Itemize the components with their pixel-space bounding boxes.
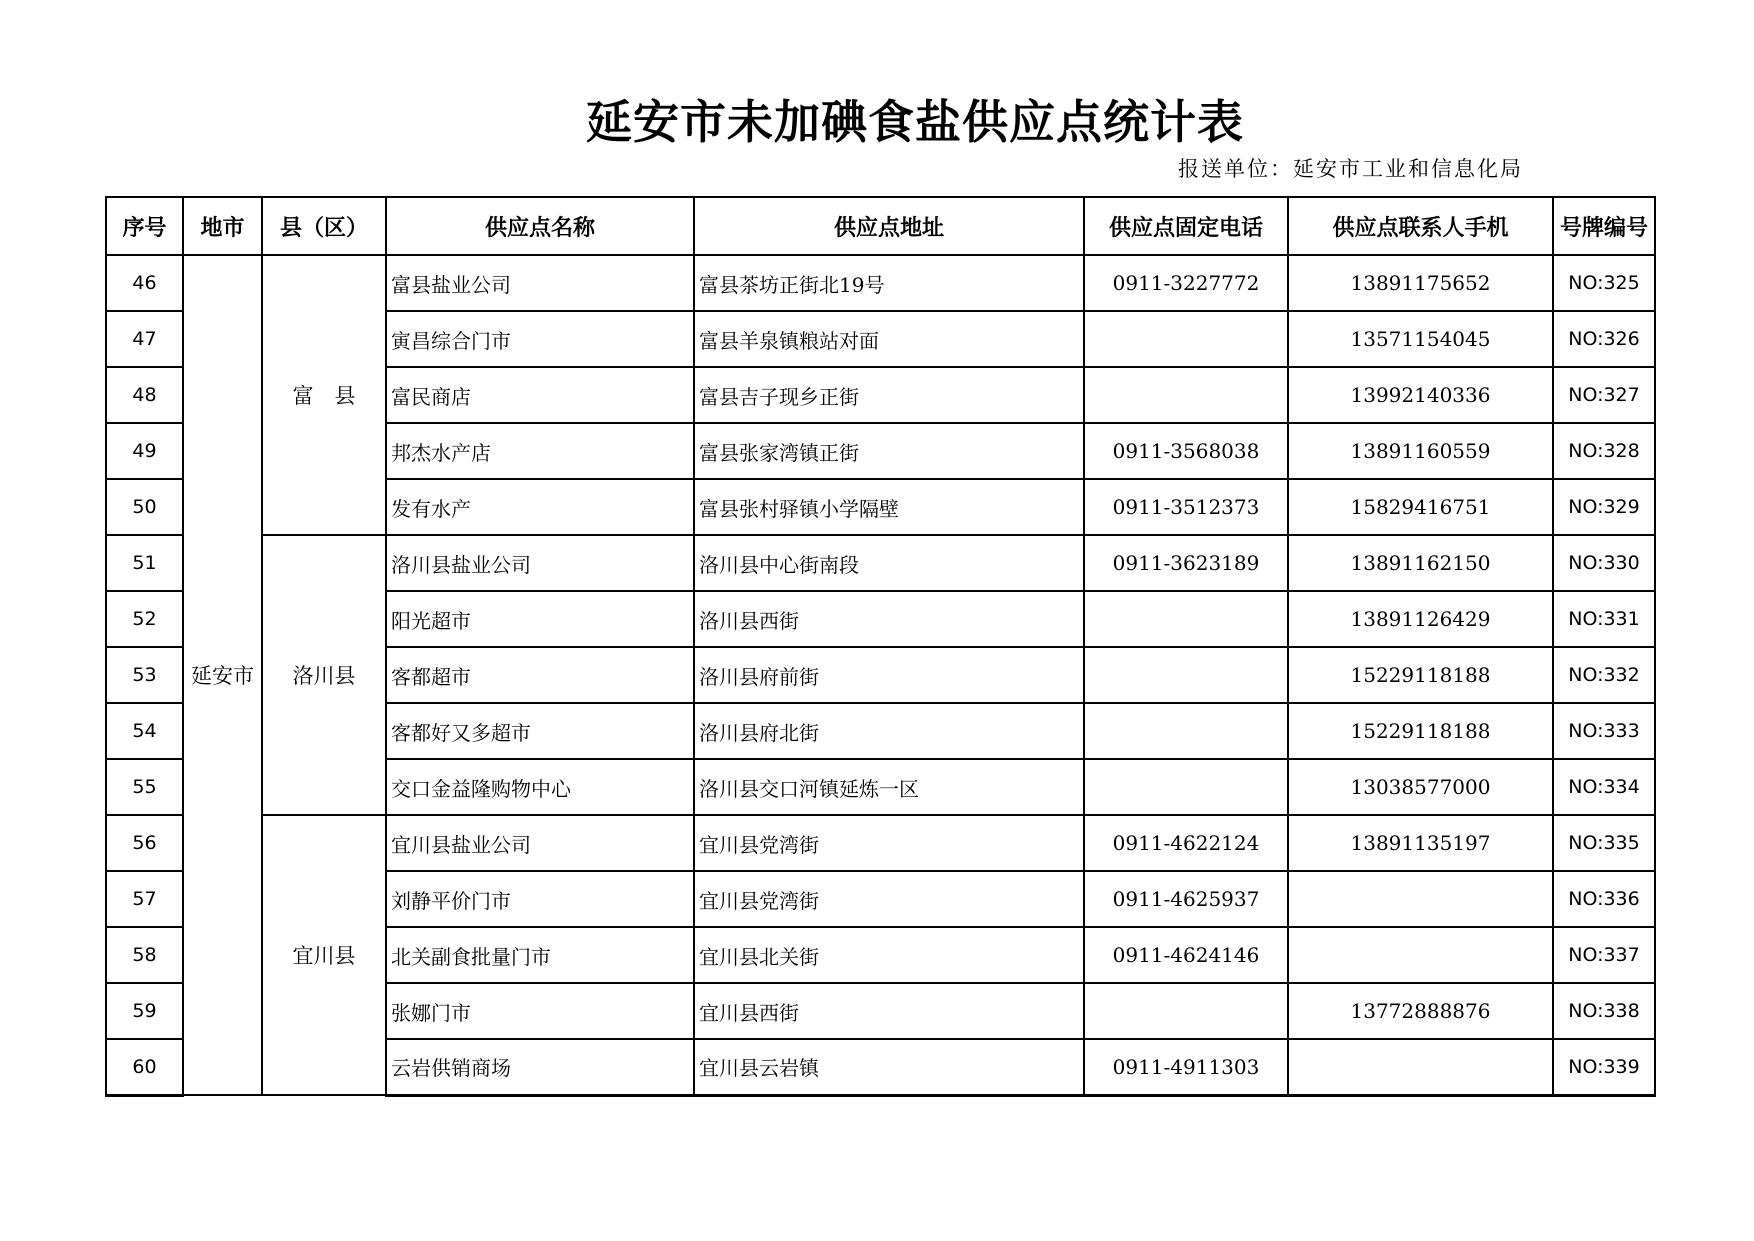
row-address: 宜川县党湾街 <box>694 815 1084 871</box>
row-phone: 0911-3568038 <box>1084 423 1288 479</box>
supply-point-table <box>105 196 1656 1097</box>
row-mobile: 13038577000 <box>1288 759 1553 815</box>
row-address: 洛川县府北街 <box>694 703 1084 759</box>
row-plate: NO:337 <box>1553 927 1655 983</box>
row-mobile: 13571154045 <box>1288 311 1553 367</box>
row-plate: NO:335 <box>1553 815 1655 871</box>
header-address: 供应点地址 <box>694 197 1084 255</box>
row-name: 富民商店 <box>386 367 694 423</box>
row-plate: NO:331 <box>1553 591 1655 647</box>
row-mobile: 15829416751 <box>1288 479 1553 535</box>
row-seq: 54 <box>106 703 183 759</box>
row-name: 客都好又多超市 <box>386 703 694 759</box>
row-name: 刘静平价门市 <box>386 871 694 927</box>
row-name: 客都超市 <box>386 647 694 703</box>
row-address: 洛川县府前街 <box>694 647 1084 703</box>
table-row <box>106 815 1655 871</box>
row-mobile <box>1288 1039 1553 1095</box>
row-plate: NO:333 <box>1553 703 1655 759</box>
row-phone: 0911-4625937 <box>1084 871 1288 927</box>
row-seq: 47 <box>106 311 183 367</box>
row-plate: NO:334 <box>1553 759 1655 815</box>
header-plate: 号牌编号 <box>1553 197 1655 255</box>
row-mobile: 13891162150 <box>1288 535 1553 591</box>
city-cell: 延安市 <box>183 255 262 1095</box>
row-seq: 53 <box>106 647 183 703</box>
row-seq: 48 <box>106 367 183 423</box>
row-seq: 51 <box>106 535 183 591</box>
county-cell: 富 县 <box>262 255 386 535</box>
row-plate: NO:325 <box>1553 255 1655 311</box>
header-seq: 序号 <box>106 197 183 255</box>
row-plate: NO:328 <box>1553 423 1655 479</box>
reporting-unit: 报送单位：延安市工业和信息化局 <box>1178 157 1523 181</box>
row-mobile: 13891126429 <box>1288 591 1553 647</box>
row-mobile: 13891135197 <box>1288 815 1553 871</box>
row-address: 洛川县中心街南段 <box>694 535 1084 591</box>
row-name: 北关副食批量门市 <box>386 927 694 983</box>
row-address: 富县张村驿镇小学隔壁 <box>694 479 1084 535</box>
row-phone <box>1084 591 1288 647</box>
row-seq: 50 <box>106 479 183 535</box>
row-plate: NO:339 <box>1553 1039 1655 1095</box>
row-name: 富县盐业公司 <box>386 255 694 311</box>
row-address: 洛川县西街 <box>694 591 1084 647</box>
row-phone: 0911-4622124 <box>1084 815 1288 871</box>
row-address: 宜川县西街 <box>694 983 1084 1039</box>
row-phone: 0911-3512373 <box>1084 479 1288 535</box>
row-address: 洛川县交口河镇延炼一区 <box>694 759 1084 815</box>
row-seq: 55 <box>106 759 183 815</box>
header-city: 地市 <box>183 197 262 255</box>
row-name: 宜川县盐业公司 <box>386 815 694 871</box>
row-name: 云岩供销商场 <box>386 1039 694 1095</box>
header-county: 县（区） <box>262 197 386 255</box>
row-seq: 57 <box>106 871 183 927</box>
header-phone: 供应点固定电话 <box>1084 197 1288 255</box>
row-seq: 49 <box>106 423 183 479</box>
header-mobile: 供应点联系人手机 <box>1288 197 1553 255</box>
row-phone: 0911-4624146 <box>1084 927 1288 983</box>
county-cell: 宜川县 <box>262 815 386 1095</box>
row-phone <box>1084 367 1288 423</box>
row-mobile <box>1288 927 1553 983</box>
row-seq: 59 <box>106 983 183 1039</box>
table-row <box>106 255 1655 311</box>
row-phone <box>1084 647 1288 703</box>
row-mobile: 13992140336 <box>1288 367 1553 423</box>
row-phone: 0911-4911303 <box>1084 1039 1288 1095</box>
row-name: 洛川县盐业公司 <box>386 535 694 591</box>
row-phone <box>1084 311 1288 367</box>
row-name: 邦杰水产店 <box>386 423 694 479</box>
table-header-row <box>106 197 1655 255</box>
row-mobile: 13772888876 <box>1288 983 1553 1039</box>
row-mobile: 15229118188 <box>1288 703 1553 759</box>
row-mobile: 15229118188 <box>1288 647 1553 703</box>
row-plate: NO:326 <box>1553 311 1655 367</box>
row-address: 宜川县党湾街 <box>694 871 1084 927</box>
row-address: 宜川县云岩镇 <box>694 1039 1084 1095</box>
county-cell: 洛川县 <box>262 535 386 815</box>
row-address: 宜川县北关街 <box>694 927 1084 983</box>
header-name: 供应点名称 <box>386 197 694 255</box>
row-plate: NO:336 <box>1553 871 1655 927</box>
row-seq: 46 <box>106 255 183 311</box>
row-plate: NO:338 <box>1553 983 1655 1039</box>
row-name: 发有水产 <box>386 479 694 535</box>
row-seq: 58 <box>106 927 183 983</box>
page-title: 延安市未加碘食盐供应点统计表 <box>586 95 1244 149</box>
row-mobile: 13891160559 <box>1288 423 1553 479</box>
row-plate: NO:327 <box>1553 367 1655 423</box>
row-seq: 56 <box>106 815 183 871</box>
row-name: 张娜门市 <box>386 983 694 1039</box>
row-phone: 0911-3623189 <box>1084 535 1288 591</box>
row-phone <box>1084 703 1288 759</box>
row-name: 寅昌综合门市 <box>386 311 694 367</box>
row-mobile: 13891175652 <box>1288 255 1553 311</box>
row-address: 富县茶坊正街北19号 <box>694 255 1084 311</box>
row-phone: 0911-3227772 <box>1084 255 1288 311</box>
row-address: 富县羊泉镇粮站对面 <box>694 311 1084 367</box>
row-phone <box>1084 759 1288 815</box>
row-seq: 52 <box>106 591 183 647</box>
table-row <box>106 535 1655 591</box>
row-name: 交口金益隆购物中心 <box>386 759 694 815</box>
row-plate: NO:329 <box>1553 479 1655 535</box>
row-plate: NO:330 <box>1553 535 1655 591</box>
row-name: 阳光超市 <box>386 591 694 647</box>
row-seq: 60 <box>106 1039 183 1095</box>
row-phone <box>1084 983 1288 1039</box>
row-mobile <box>1288 871 1553 927</box>
row-address: 富县张家湾镇正街 <box>694 423 1084 479</box>
row-plate: NO:332 <box>1553 647 1655 703</box>
row-address: 富县吉子现乡正街 <box>694 367 1084 423</box>
